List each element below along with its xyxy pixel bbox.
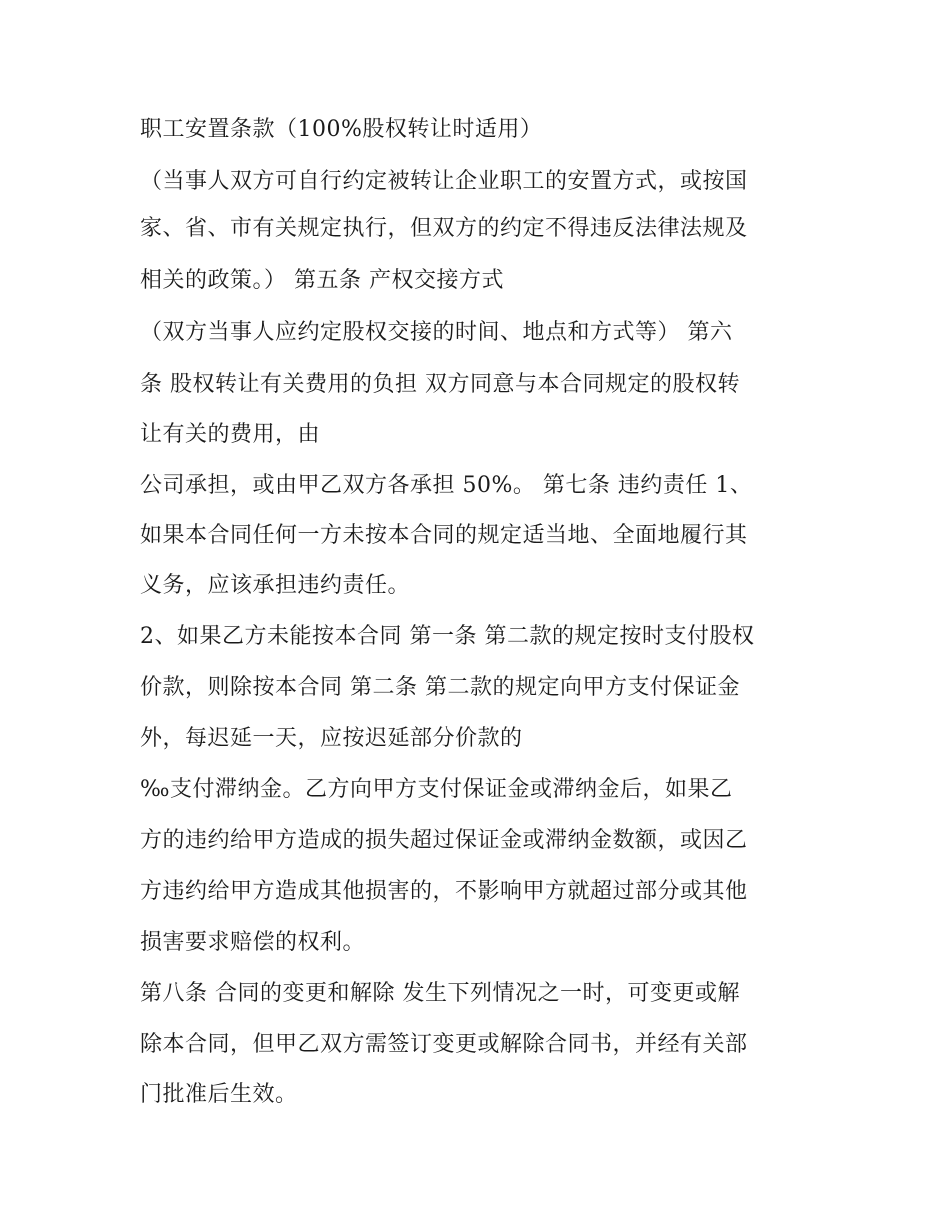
text-line: 方违约给甲方造成其他损害的，不影响甲方就超过部分或其他 [140,879,748,904]
text-line: 职工安置条款（100%股权转让时适用） [140,117,543,142]
text-line: 相关的政策。） 第五条 产权交接方式 [140,268,504,293]
text-line: 2、如果乙方未能按本合同 第一条 第二款的规定按时支付股权 [140,624,755,649]
text-line: 让有关的费用，由 [140,422,321,447]
text-line: 第八条 合同的变更和解除 发生下列情况之一时，可变更或解 [140,981,740,1006]
text-line: 除本合同，但甲乙双方需签订变更或解除合同书，并经有关部 [140,1032,748,1057]
text-line: （当事人双方可自行约定被转让企业职工的安置方式，或按国 [140,169,748,194]
text-line: 方的违约给甲方造成的损失超过保证金或滞纳金数额，或因乙 [140,828,748,853]
text-line: 外，每迟延一天，应按迟延部分价款的 [140,726,523,751]
text-line: ‰支付滞纳金。乙方向甲方支付保证金或滞纳金后，如果乙 [140,777,733,802]
text-line: 价款，则除按本合同 第二条 第二款的规定向甲方支付保证金 [140,675,740,700]
text-line: 家、省、市有关规定执行，但双方的约定不得违反法律法规及 [140,216,748,241]
text-line: 门批准后生效。 [140,1082,298,1107]
text-line: 公司承担，或由甲乙双方各承担 50%。 第七条 违约责任 1、 [140,473,753,498]
text-line: 如果本合同任何一方未按本合同的规定适当地、全面地履行其 [140,523,748,548]
text-line: （双方当事人应约定股权交接的时间、地点和方式等） 第六 [140,320,733,345]
text-line: 损害要求赔偿的权利。 [140,930,366,955]
text-line: 义务，应该承担违约责任。 [140,573,411,598]
text-line: 条 股权转让有关费用的负担 双方同意与本合同规定的股权转 [140,372,740,397]
